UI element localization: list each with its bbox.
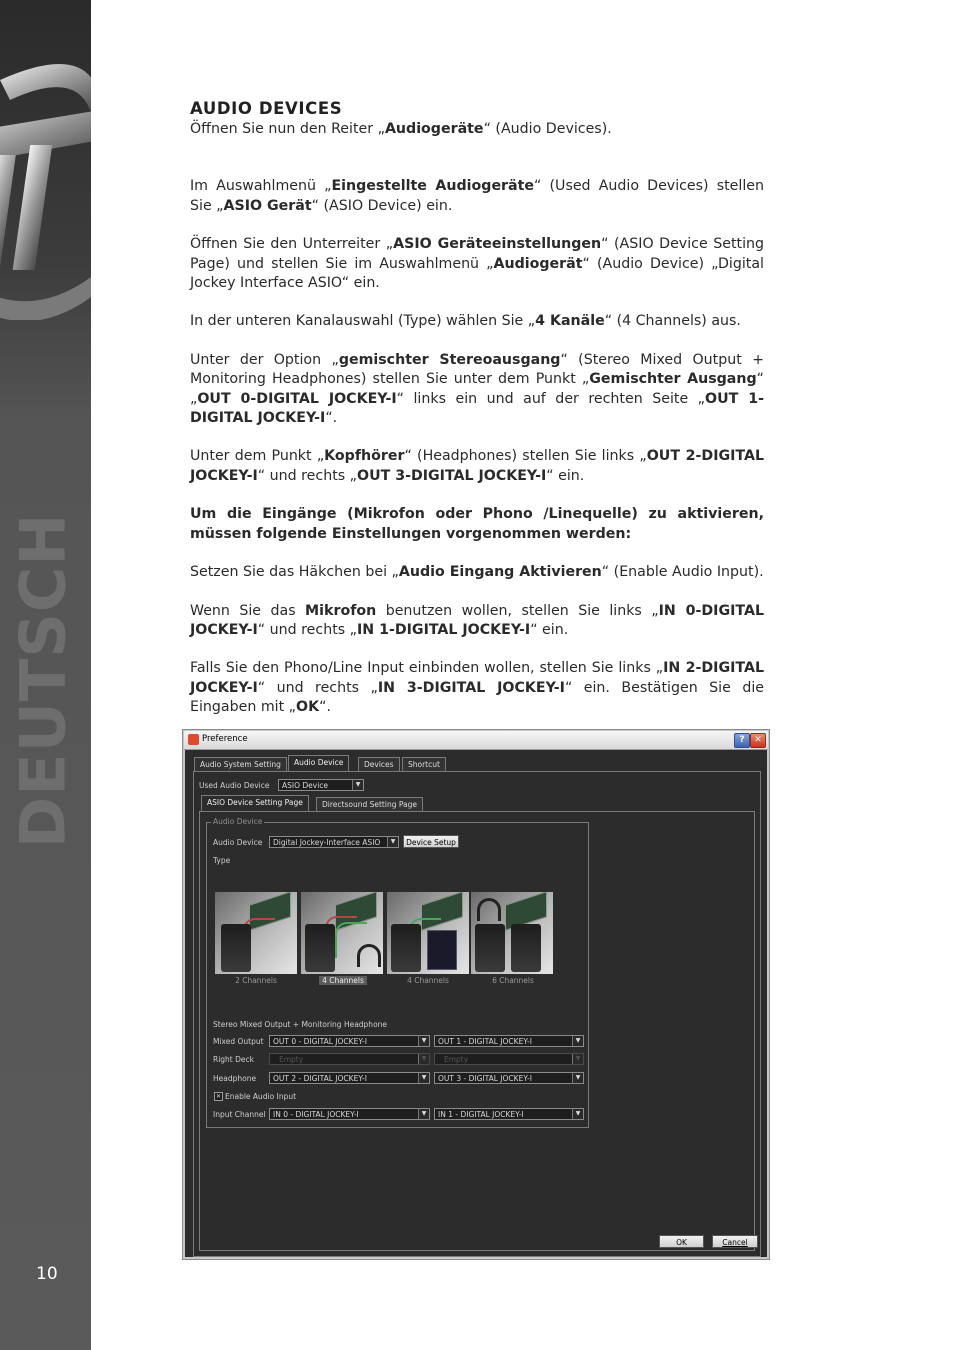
input-channel-right-value: IN 1 - DIGITAL JOCKEY-I: [438, 1110, 524, 1119]
chevron-down-icon: ▼: [418, 1073, 429, 1083]
tab-shortcut[interactable]: Shortcut: [402, 757, 446, 771]
tab-audio-device[interactable]: Audio Device: [288, 755, 349, 771]
channel-caption: 2 Channels: [235, 976, 277, 985]
section-heading: AUDIO DEVICES: [190, 99, 343, 118]
right-deck-label: Right Deck: [213, 1055, 254, 1064]
paragraph-6: Unter dem Punkt „Kopfhörer“ (Headphones) stellen Sie links „OUT 2-DIGITAL JOCKEY-I“ und rechts „OUT 3-DIGITAL JOCKEY-I“ ein.: [190, 448, 764, 484]
input-channel-left-value: IN 0 - DIGITAL JOCKEY-I: [273, 1110, 359, 1119]
help-button[interactable]: ?: [734, 733, 750, 748]
page-number: 10: [36, 1264, 58, 1284]
paragraph-1: Öffnen Sie nun den Reiter „Audiogeräte“ (Audio Devices).: [190, 121, 612, 137]
right-deck-left-select: [269, 1053, 430, 1065]
headphone-right-select[interactable]: [434, 1072, 584, 1084]
audio-device-group-label: Audio Device: [213, 817, 263, 826]
used-audio-device-value: ASIO Device: [282, 781, 329, 790]
right-deck-right-value: Empty: [444, 1055, 469, 1064]
cancel-button[interactable]: Cancel: [712, 1235, 758, 1248]
headphone-left-select[interactable]: [269, 1072, 430, 1084]
paragraph-7: Um die Eingänge (Mikrofon oder Phono /Linequelle) zu aktivieren, müssen folgende Einstellungen vorgenommen werden:: [190, 506, 764, 542]
channel-caption: 4 Channels: [407, 976, 449, 985]
stereo-section-label: Stereo Mixed Output + Monitoring Headphone: [213, 1020, 388, 1029]
type-label: Type: [213, 856, 231, 865]
audio-device-select[interactable]: [269, 836, 399, 848]
channel-card-6[interactable]: [471, 892, 553, 974]
mixed-output-right-value: OUT 1 - DIGITAL JOCKEY-I: [438, 1037, 532, 1046]
ok-button[interactable]: OK: [659, 1235, 704, 1248]
subtab-directsound-setting-page[interactable]: Directsound Setting Page: [316, 797, 423, 811]
mixed-output-label: Mixed Output: [213, 1037, 264, 1046]
chevron-down-icon: ▼: [572, 1073, 583, 1083]
input-channel-left-select[interactable]: [269, 1108, 430, 1120]
audio-device-label: Audio Device: [213, 838, 263, 847]
chevron-down-icon: ▼: [572, 1054, 583, 1064]
channel-card-4-headphone[interactable]: [301, 892, 383, 974]
used-audio-device-select[interactable]: [278, 779, 364, 791]
sidebar: [0, 0, 91, 1350]
headphone-right-value: OUT 3 - DIGITAL JOCKEY-I: [438, 1074, 532, 1083]
input-channel-label: Input Channel: [213, 1110, 266, 1119]
chevron-down-icon: ▼: [352, 780, 363, 790]
close-button[interactable]: ✕: [750, 733, 766, 748]
chevron-down-icon: ▼: [572, 1036, 583, 1046]
chevron-down-icon: ▼: [387, 837, 398, 847]
chevron-down-icon: ▼: [418, 1054, 429, 1064]
right-deck-left-value: Empty: [279, 1055, 304, 1064]
mixed-output-left-value: OUT 0 - DIGITAL JOCKEY-I: [273, 1037, 367, 1046]
enable-audio-input-label: Enable Audio Input: [225, 1092, 297, 1101]
paragraph-10: Falls Sie den Phono/Line Input einbinden wollen, stellen Sie links „IN 2-DIGITAL JOCKEY-I“ und rechts „IN 3-DIGITAL JOCKEY-I“ ein. Bestätigen Sie die Eingaben mit „OK“.: [190, 660, 764, 716]
tab-audio-system-setting[interactable]: Audio System Setting: [194, 757, 287, 771]
mixed-output-left-select[interactable]: [269, 1035, 430, 1047]
paragraph-9: Wenn Sie das Mikrofon benutzen wollen, stellen Sie links „IN 0-DIGITAL JOCKEY-I“ und rechts „IN 1-DIGITAL JOCKEY-I“ ein.: [190, 602, 764, 638]
instructions-content: [190, 98, 764, 718]
chevron-down-icon: ▼: [418, 1109, 429, 1119]
window-titlebar[interactable]: [184, 731, 768, 750]
paragraph-8: Setzen Sie das Häkchen bei „Audio Eingang Aktivieren“ (Enable Audio Input).: [190, 564, 764, 581]
channel-caption: 6 Channels: [492, 976, 534, 985]
channel-card-4-mixer[interactable]: [387, 892, 469, 974]
window-title: Preference: [202, 734, 248, 744]
chevron-down-icon: ▼: [418, 1036, 429, 1046]
headphone-label: Headphone: [213, 1074, 257, 1083]
channel-caption-selected: 4 Channels: [319, 976, 367, 985]
right-deck-right-select: [434, 1053, 584, 1065]
audio-device-value: Digital Jockey-Interface ASIO: [273, 838, 381, 847]
sidebar-language-label: DEUTSCH: [6, 512, 80, 848]
tab-devices[interactable]: Devices: [358, 757, 400, 771]
preference-window: [183, 730, 769, 1259]
paragraph-3: Öffnen Sie den Unterreiter „ASIO Geräteeinstellungen“ (ASIO Device Setting Page) und stellen Sie im Auswahlmenü „Audiogerät“ (Audio Device) „Digital Jockey Interface ASIO“ ein.: [190, 236, 765, 292]
chevron-down-icon: ▼: [572, 1109, 583, 1119]
paragraph-5: Unter der Option „gemischter Stereoausgang“ (Stereo Mixed Output + Monitoring Headphones) stellen Sie unter dem Punkt „Gemischter Ausgang“ „OUT 0-DIGITAL JOCKEY-I“ links ein und auf der rechten Seite „OUT 1-DIGITAL JOCKEY-I“.: [190, 351, 765, 427]
window-body: [185, 750, 767, 1257]
mixed-output-right-select[interactable]: [434, 1035, 584, 1047]
paragraph-2: Im Auswahlmenü „Eingestellte Audiogeräte“ (Used Audio Devices) stellen Sie „ASIO Gerät“ (ASIO Device) ein.: [190, 178, 765, 214]
input-channel-right-select[interactable]: [434, 1108, 584, 1120]
subtab-asio-device-setting-page[interactable]: ASIO Device Setting Page: [201, 795, 309, 811]
app-icon: [188, 734, 199, 745]
headphone-left-value: OUT 2 - DIGITAL JOCKEY-I: [273, 1074, 367, 1083]
paragraph-4: In der unteren Kanalauswahl (Type) wählen Sie „4 Kanäle“ (4 Channels) aus.: [190, 313, 741, 330]
enable-audio-input-checkbox[interactable]: ✕: [215, 1093, 222, 1100]
brand-logo-swoosh-icon: [0, 40, 91, 320]
channel-card-2[interactable]: [215, 892, 297, 974]
used-audio-device-label: Used Audio Device: [199, 781, 270, 790]
device-setup-button[interactable]: Device Setup: [403, 835, 459, 848]
